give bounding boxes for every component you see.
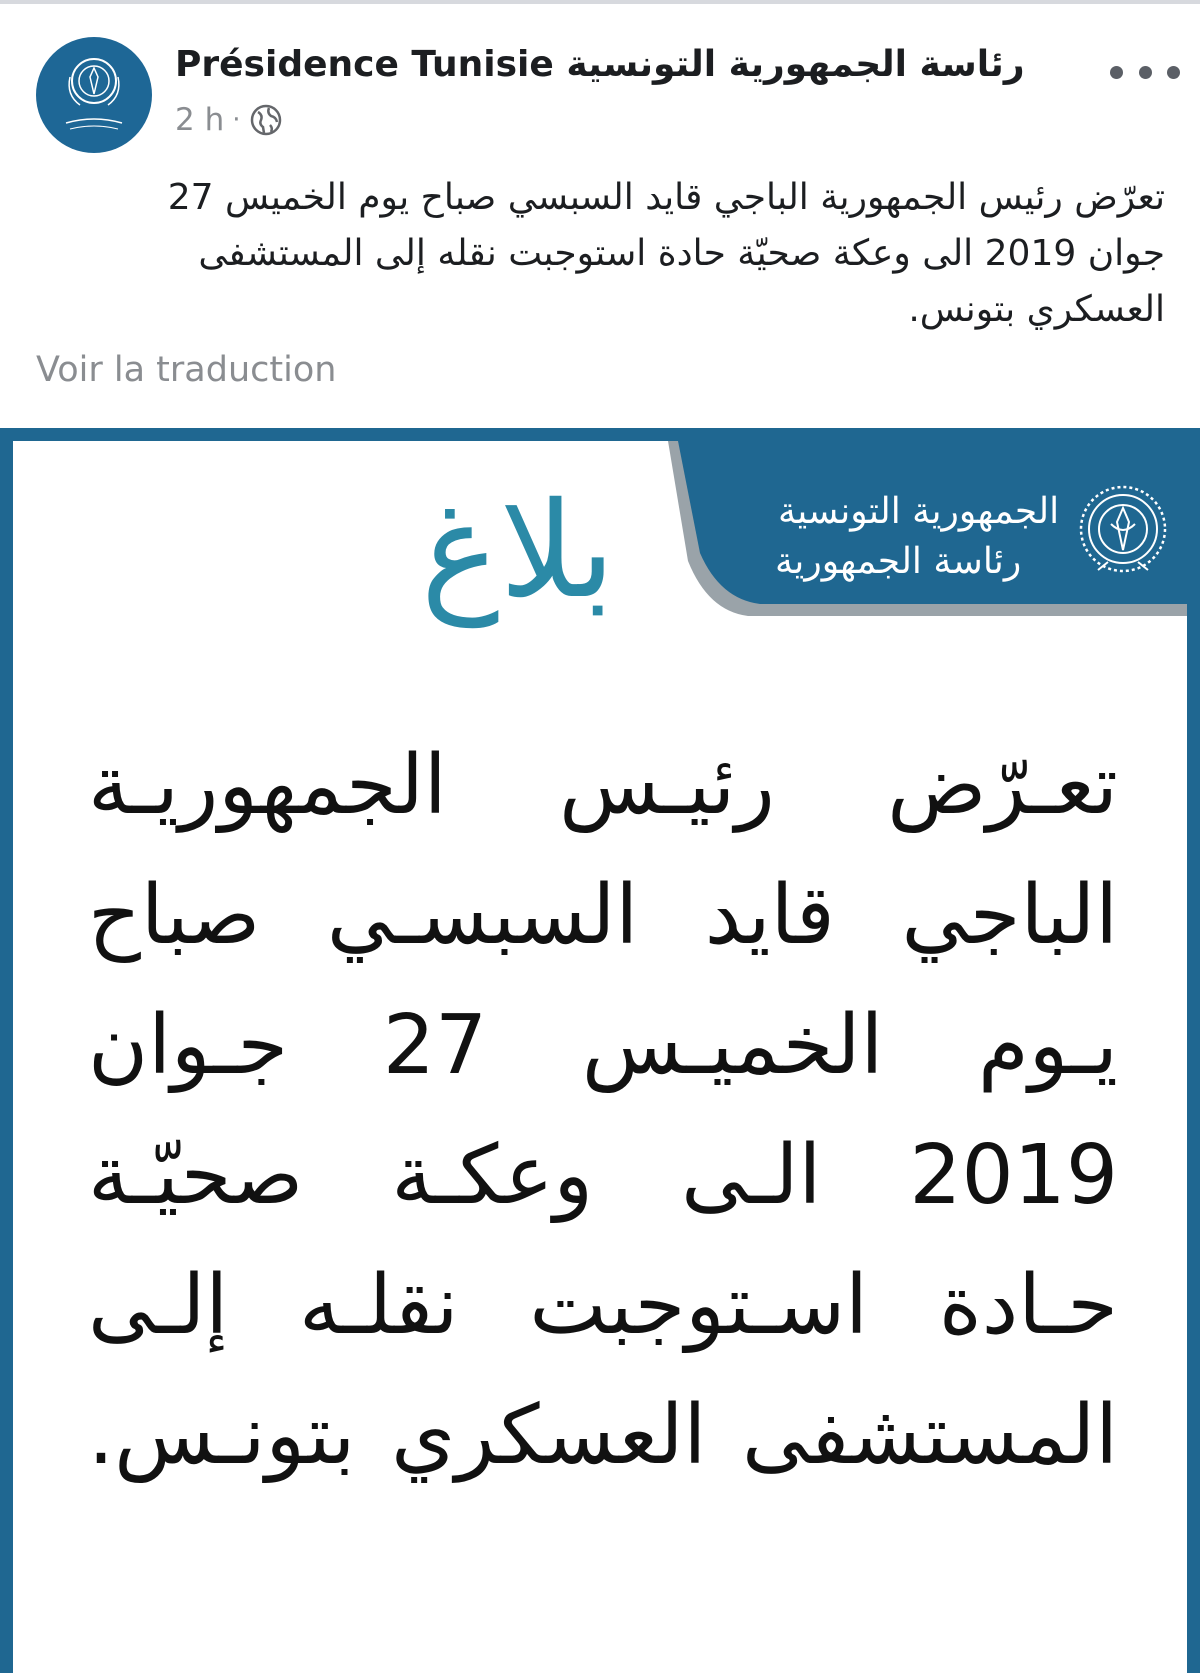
communique-title: بلاغ [420, 474, 616, 628]
republic-seal-icon [36, 37, 152, 153]
top-divider [0, 0, 1200, 4]
communique-body: تعـرّض رئيـس الجمهوريـة الباجي قايد السبسـي صباح يـوم الخميـس 27 جـوان 2019 الـى وعكـة صحيّـة حـادة اسـتوجبت نقلـه إلـى المستشفى العسكري بتونـس. [88, 738, 1119, 1483]
page-name[interactable]: Présidence Tunisie رئاسة الجمهورية التونسية [175, 44, 1025, 85]
more-options-icon[interactable] [1110, 52, 1180, 92]
post-meta [175, 98, 283, 142]
post-caption: تعرّض رئيس الجمهورية الباجي قايد السبسي صباح يوم الخميس 27 جوان 2019 الى وعكة صحيّة حادة استوجبت نقله إلى المستشفى العسكري بتونس. [167, 177, 1165, 330]
more-dot [1139, 66, 1152, 79]
republic-seal-icon [1068, 474, 1178, 584]
banner-presidency-name: رئاسة الجمهورية [775, 541, 1022, 582]
banner-republic-name: الجمهورية التونسية [778, 491, 1060, 532]
communique-image[interactable] [0, 428, 1200, 1673]
meta-separator: · [232, 105, 241, 135]
see-translation-link[interactable]: Voir la traduction [36, 350, 337, 390]
globe-icon[interactable] [249, 103, 283, 137]
page-avatar[interactable] [36, 37, 152, 153]
more-dot [1167, 66, 1180, 79]
post-time[interactable]: 2 h [175, 102, 225, 138]
more-dot [1110, 66, 1123, 79]
